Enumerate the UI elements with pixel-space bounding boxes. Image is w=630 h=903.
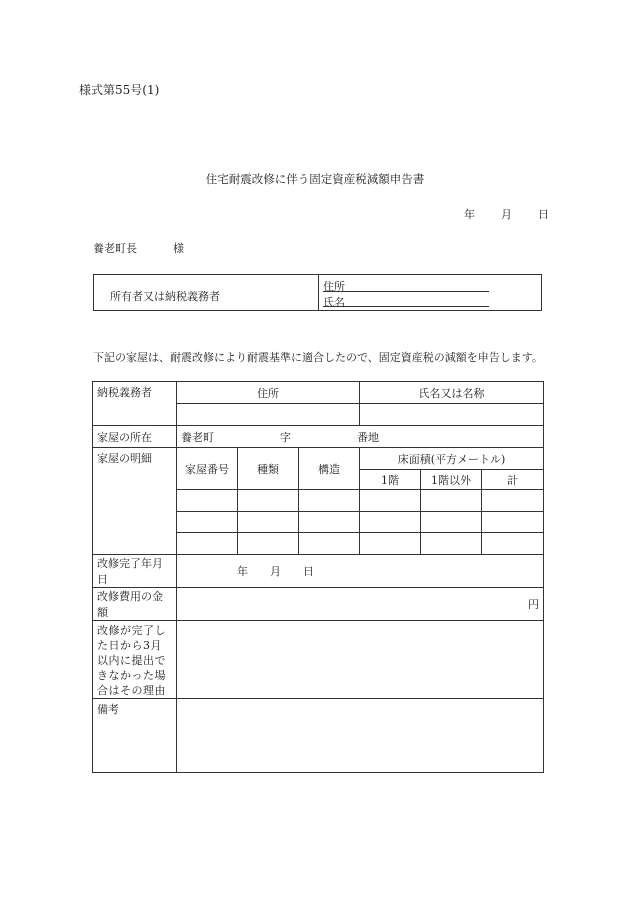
details-cell[interactable] [421,490,482,512]
details-label: 家屋の明細 [93,448,177,555]
completion-month: 月 [270,565,281,578]
remarks-label: 備考 [93,699,177,773]
details-cell[interactable] [360,512,421,533]
details-cell[interactable] [238,512,299,533]
addressee-name: 養老町長 [93,242,137,255]
taxpayer-address-field[interactable] [177,404,360,426]
details-cell[interactable] [482,490,544,512]
details-cell[interactable] [421,533,482,555]
location-label: 家屋の所在 [93,426,177,448]
col-house-number: 家屋番号 [177,448,238,490]
taxpayer-name-header: 氏名又は名称 [360,382,544,404]
owner-name-line[interactable] [323,306,489,307]
taxpayer-address-header: 住所 [177,382,360,404]
completion-year: 年 [237,565,248,578]
location-banchi: 番地 [357,430,379,444]
col-floor-1f: 1階 [360,470,421,490]
owner-address-label: 住所 [323,280,345,293]
details-cell[interactable] [177,512,238,533]
cost-field[interactable] [177,588,544,621]
date-month: 月 [501,208,512,221]
details-cell[interactable] [299,490,360,512]
completion-label: 改修完了年月日 [93,555,177,588]
intro-text: 下記の家屋は、耐震改修により耐震基準に適合したので、固定資産税の減額を申告します。 [93,351,543,364]
col-type: 種類 [238,448,299,490]
details-cell[interactable] [421,512,482,533]
details-cell[interactable] [360,490,421,512]
addressee-honorific: 様 [173,242,184,255]
location-town: 養老町 [181,430,214,444]
late-reason-field[interactable] [177,621,544,699]
late-reason-label: 改修が完了した日から3月以内に提出できなかった場合はその理由 [93,621,177,699]
details-cell[interactable] [360,533,421,555]
details-cell[interactable] [482,533,544,555]
document-title: 住宅耐震改修に伴う固定資産税減額申告書 [205,172,425,186]
location-aza: 字 [280,430,291,444]
details-cell[interactable] [482,512,544,533]
owner-address-line[interactable] [323,291,489,292]
submission-date [464,206,549,222]
completion-field[interactable] [177,555,544,588]
location-field[interactable] [177,426,544,448]
remarks-field[interactable] [177,699,544,773]
completion-day: 日 [303,565,314,578]
owner-label: 所有者又は納税義務者 [110,290,220,303]
owner-box [93,274,542,311]
details-cell[interactable] [177,490,238,512]
date-year: 年 [464,208,475,221]
taxpayer-name-field[interactable] [360,404,544,426]
cost-label: 改修費用の金額 [93,588,177,621]
col-floor-other: 1階以外 [421,470,482,490]
taxpayer-label: 納税義務者 [93,382,177,426]
declaration-table [92,381,544,773]
details-cell[interactable] [238,490,299,512]
col-floor-area: 床面積(平方メートル) [360,448,544,470]
details-cell[interactable] [299,533,360,555]
cost-unit: 円 [528,598,540,611]
details-cell[interactable] [177,533,238,555]
col-floor-total: 計 [482,470,544,490]
details-cell[interactable] [299,512,360,533]
addressee [93,240,184,256]
col-structure: 構造 [299,448,360,490]
owner-name-label: 氏名 [323,296,345,309]
details-cell[interactable] [238,533,299,555]
owner-divider [318,275,319,310]
date-day: 日 [538,208,549,221]
form-number: 様式第55号(1) [79,83,160,97]
